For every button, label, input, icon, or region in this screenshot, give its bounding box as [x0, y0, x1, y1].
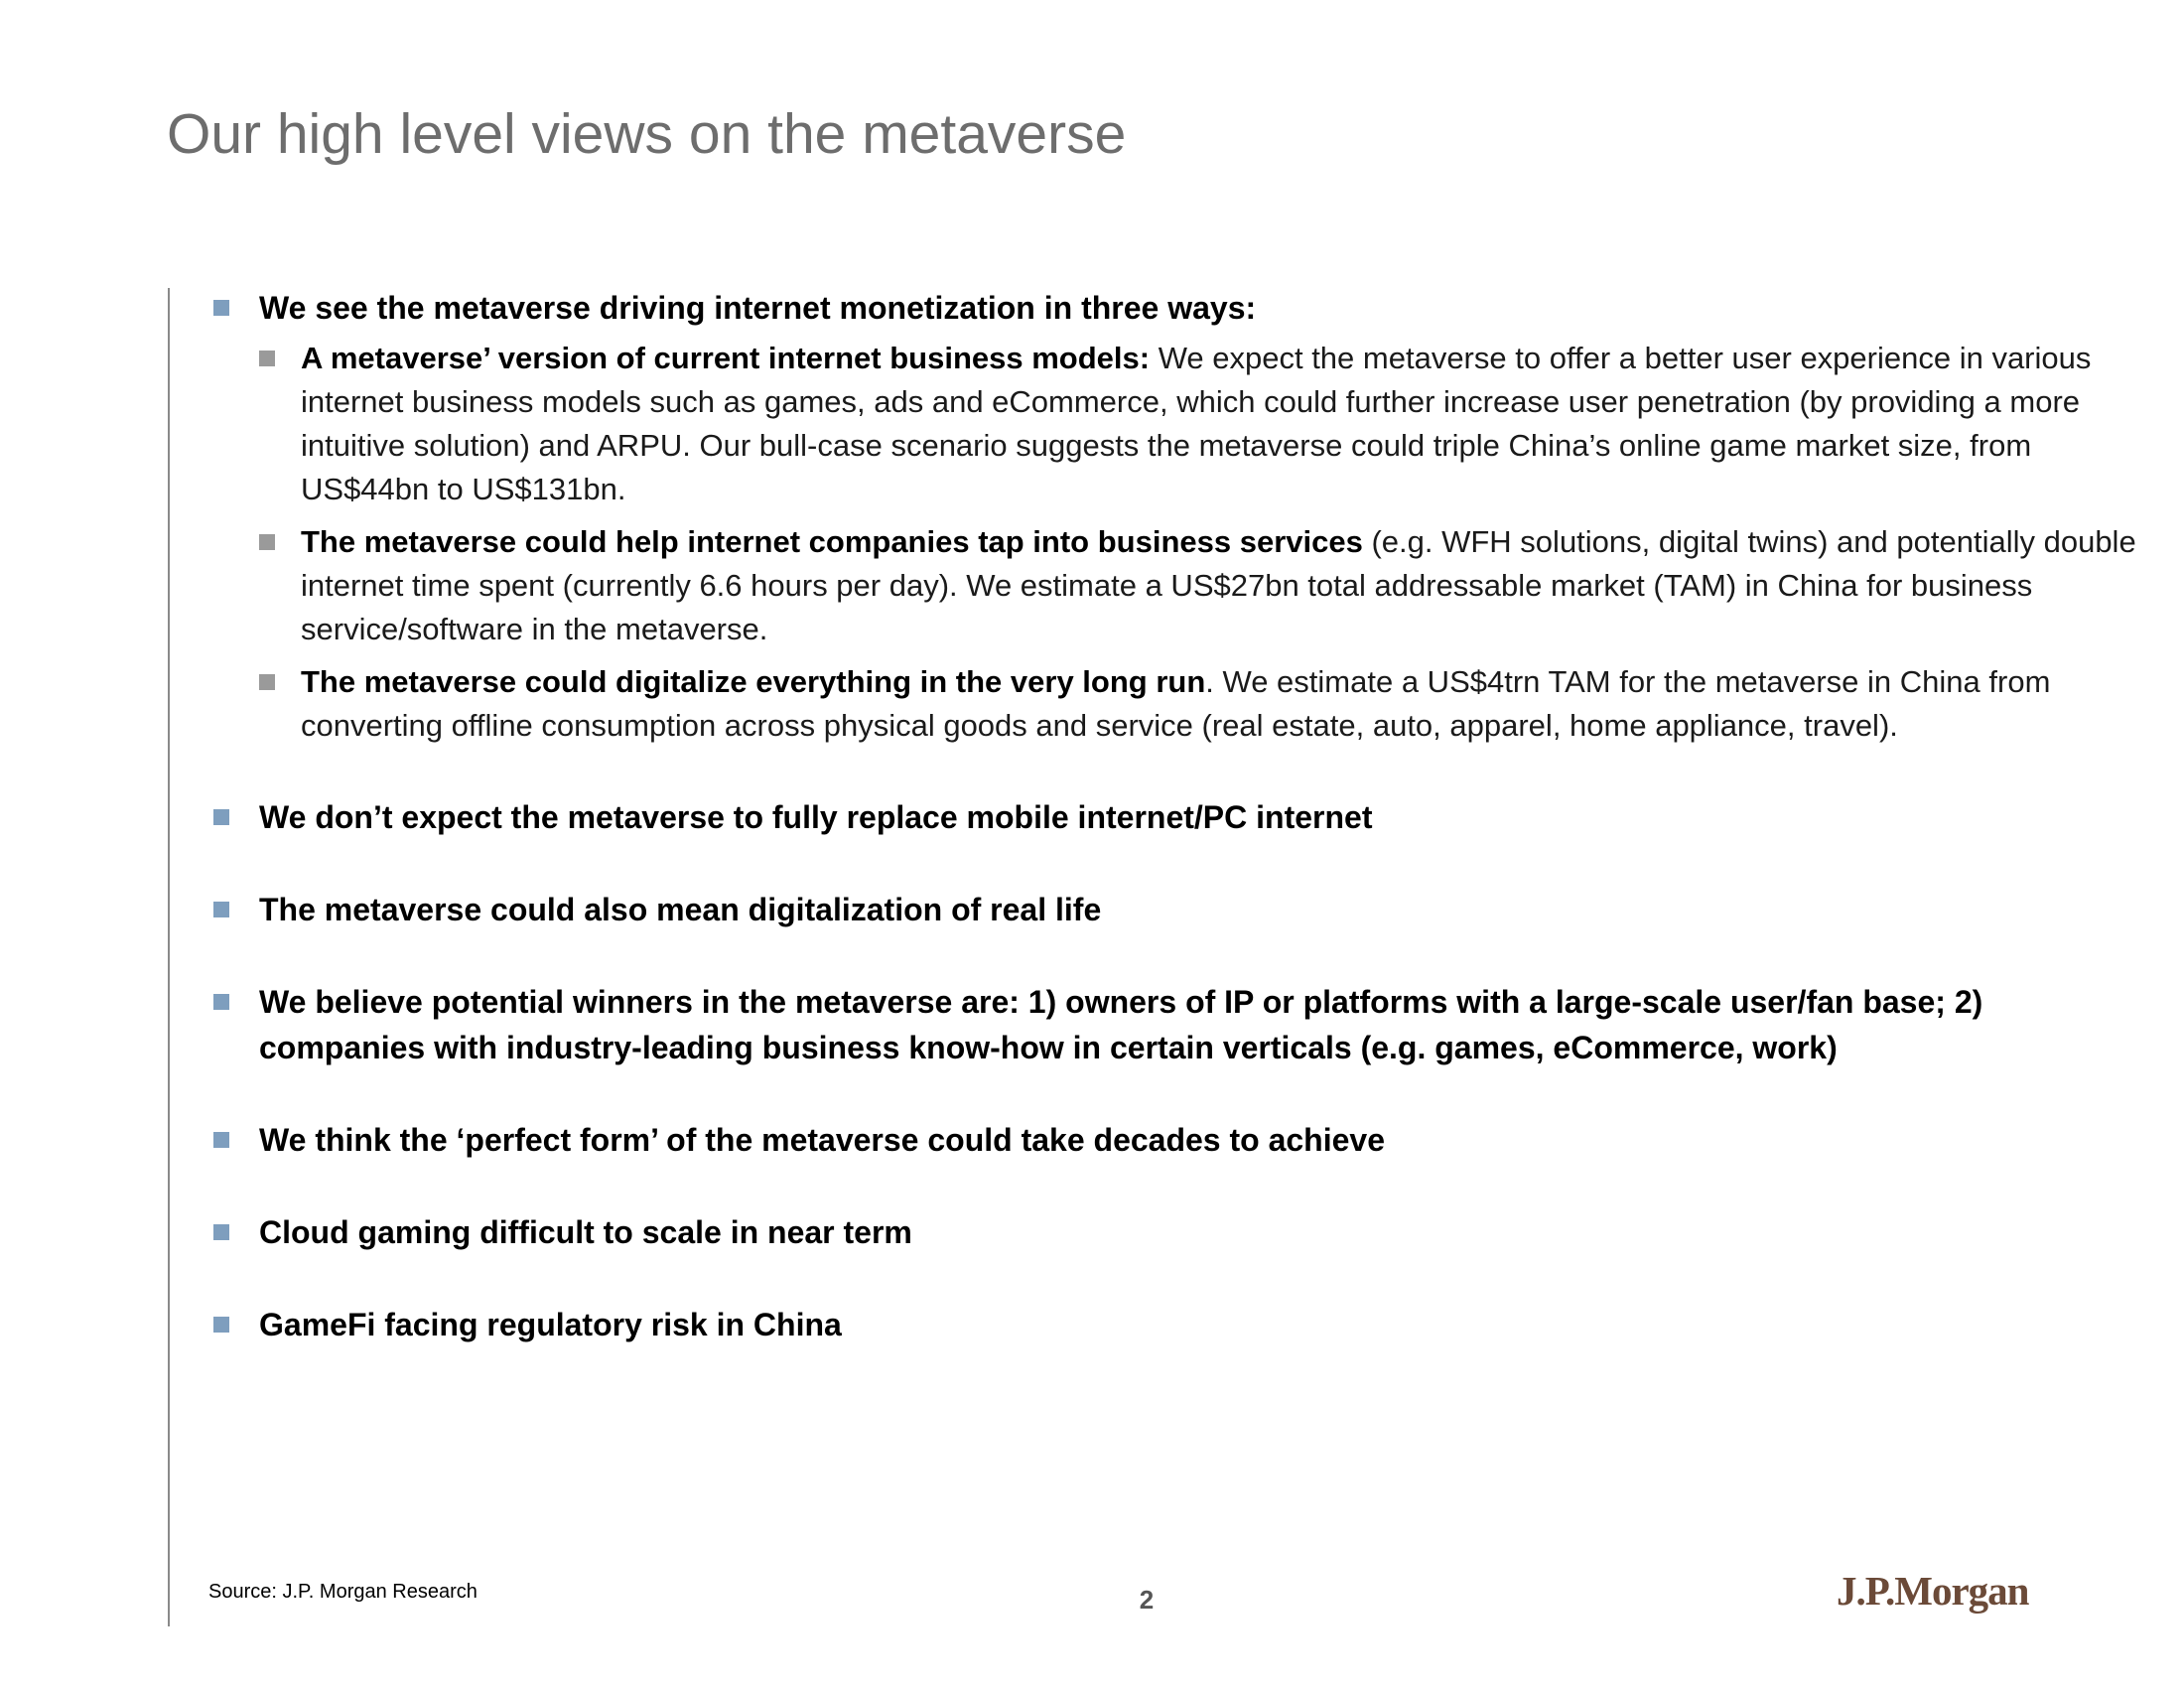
bullet-text: GameFi facing regulatory risk in China	[259, 1307, 842, 1342]
bullet-text: We believe potential winners in the metaverse are: 1) owners of IP or platforms with a large-scale user/fan base; 2) companies with industry-leading business know-how in certain verticals (e.g. games, eCommerce, work)	[259, 984, 1983, 1065]
sub-bullet-heading: A metaverse’ version of current internet business models:	[301, 341, 1151, 375]
square-sub-bullet-icon	[259, 351, 275, 366]
bullet-item-no-replacement	[210, 794, 2136, 840]
sub-bullet-heading: The metaverse could help internet companies tap into business services	[301, 524, 1363, 559]
bullet-item-cloud-gaming	[210, 1209, 2136, 1255]
page-number: 2	[1139, 1585, 1155, 1615]
left-divider	[168, 288, 170, 1626]
sub-bullet-business-models	[259, 337, 2136, 511]
bullet-item-monetization	[210, 285, 2136, 748]
sub-bullet-heading: The metaverse could digitalize everything in the very long run	[301, 664, 1206, 699]
bullet-text: We see the metaverse driving internet monetization in three ways:	[259, 290, 1257, 326]
sub-bullet-digitalize-everything	[259, 660, 2136, 748]
bullet-item-perfect-form	[210, 1117, 2136, 1163]
bullet-item-gamefi	[210, 1302, 2136, 1347]
bullet-text: We don’t expect the metaverse to fully replace mobile internet/PC internet	[259, 799, 1373, 835]
sub-bullet-text: (e.g. WFH solutions, digital twins) and potentially double internet time spent (currently 6.6 hours per day). We estimate a US$27bn total addressable market (TAM) in China for business service/software in the metaverse.	[301, 524, 2136, 646]
square-bullet-icon	[213, 994, 229, 1010]
sub-bullet-list	[259, 337, 2136, 748]
sub-bullet-text: . We estimate a US$4trn TAM for the metaverse in China from converting offline consumption across physical goods and service (real estate, auto, apparel, home appliance, travel).	[301, 664, 2051, 743]
square-sub-bullet-icon	[259, 534, 275, 550]
page-title: Our high level views on the metaverse	[167, 102, 1127, 166]
square-bullet-icon	[213, 809, 229, 825]
sub-bullet-text: We expect the metaverse to offer a better user experience in various internet business models such as games, ads and eCommerce, which could further increase user penetration (by providing a more intuitive solution) and ARPU. Our bull-case scenario suggests the metaverse could triple China’s online game market size, from US$44bn to US$131bn.	[301, 341, 2092, 506]
square-bullet-icon	[213, 300, 229, 316]
square-bullet-icon	[213, 902, 229, 917]
source-note: Source: J.P. Morgan Research	[208, 1581, 478, 1603]
square-bullet-icon	[213, 1224, 229, 1240]
square-sub-bullet-icon	[259, 674, 275, 690]
square-bullet-icon	[213, 1132, 229, 1148]
jpmorgan-logo: J.P.Morgan	[1837, 1568, 2029, 1614]
bullet-list	[210, 285, 2136, 1347]
bullet-text: We think the ‘perfect form’ of the metaverse could take decades to achieve	[259, 1122, 1385, 1158]
square-bullet-icon	[213, 1317, 229, 1333]
sub-bullet-business-services	[259, 520, 2136, 651]
bullet-text: Cloud gaming difficult to scale in near term	[259, 1214, 912, 1250]
bullet-item-digitalization	[210, 887, 2136, 932]
bullet-item-potential-winners	[210, 979, 2136, 1070]
bullet-text: The metaverse could also mean digitalization of real life	[259, 892, 1102, 927]
